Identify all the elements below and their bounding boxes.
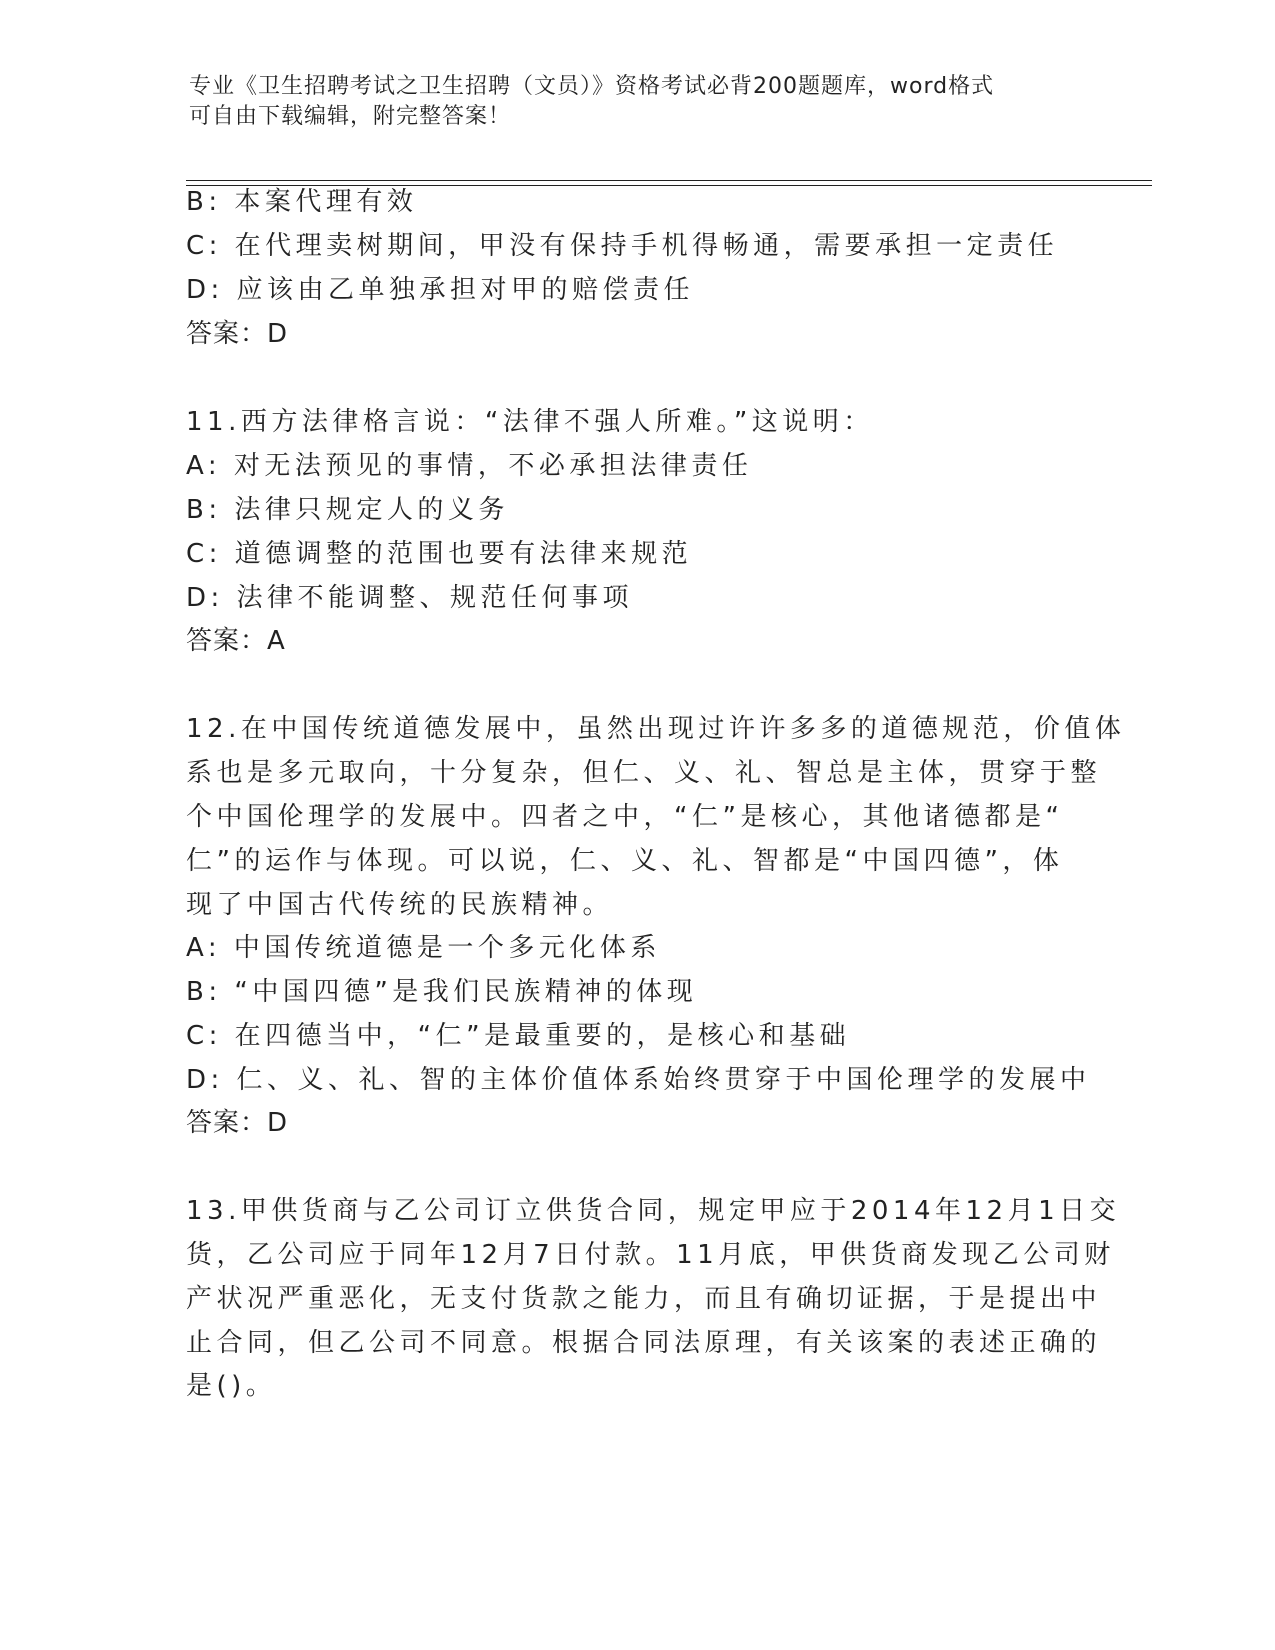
question-stem-line: 12.在中国传统道德发展中，虽然出现过许许多多的道德规范，价值体 xyxy=(186,714,1126,744)
question-stem-line: 产状况严重恶化，无支付货款之能力，而且有确切证据，于是提出中 xyxy=(186,1284,1102,1314)
question-stem-line: 货，乙公司应于同年12月7日付款。11月底，甲供货商发现乙公司财 xyxy=(186,1240,1115,1270)
option-c: C: 道德调整的范围也要有法律来规范 xyxy=(186,539,693,569)
option-c: C: 在四德当中，“仁”是最重要的，是核心和基础 xyxy=(186,1021,851,1051)
header-line-1: 专业《卫生招聘考试之卫生招聘（文员）》资格考试必背200题题库，word格式 xyxy=(189,74,995,99)
question-stem-line: 13.甲供货商与乙公司订立供货合同，规定甲应于2014年12月1日交 xyxy=(186,1196,1121,1226)
option-b: B: “中国四德”是我们民族精神的体现 xyxy=(186,977,698,1007)
question-stem: 11.西方法律格言说：“法律不强人所难。”这说明： xyxy=(186,407,874,437)
option-a: A: 对无法预见的事情，不必承担法律责任 xyxy=(186,451,753,481)
option-a: A: 中国传统道德是一个多元化体系 xyxy=(186,933,661,963)
question-stem-line: 是()。 xyxy=(186,1371,277,1401)
header-rule-top xyxy=(186,180,1152,181)
question-stem-line: 个中国伦理学的发展中。四者之中，“仁”是核心，其他诸德都是“ xyxy=(186,802,1064,832)
option-b: B: 法律只规定人的义务 xyxy=(186,495,509,525)
option-c: C: 在代理卖树期间，甲没有保持手机得畅通，需要承担一定责任 xyxy=(186,231,1059,261)
question-stem-line: 现了中国古代传统的民族精神。 xyxy=(186,890,614,920)
header-line-2: 可自由下载编辑，附完整答案！ xyxy=(189,104,512,129)
option-b: B: 本案代理有效 xyxy=(186,187,418,217)
answer: 答案：D xyxy=(186,1108,289,1138)
answer: 答案：A xyxy=(186,626,286,656)
option-d: D: 法律不能调整、规范任何事项 xyxy=(186,583,634,613)
question-stem-line: 止合同，但乙公司不同意。根据合同法原理，有关该案的表述正确的 xyxy=(186,1328,1102,1358)
question-stem-line: 仁”的运作与体现。可以说，仁、义、礼、智都是“中国四德”，体 xyxy=(186,846,1064,876)
question-stem-line: 系也是多元取向，十分复杂，但仁、义、礼、智总是主体，贯穿于整 xyxy=(186,758,1102,788)
option-d: D: 应该由乙单独承担对甲的赔偿责任 xyxy=(186,275,695,305)
answer: 答案：D xyxy=(186,319,289,349)
option-d: D: 仁、义、礼、智的主体价值体系始终贯穿于中国伦理学的发展中 xyxy=(186,1065,1091,1095)
